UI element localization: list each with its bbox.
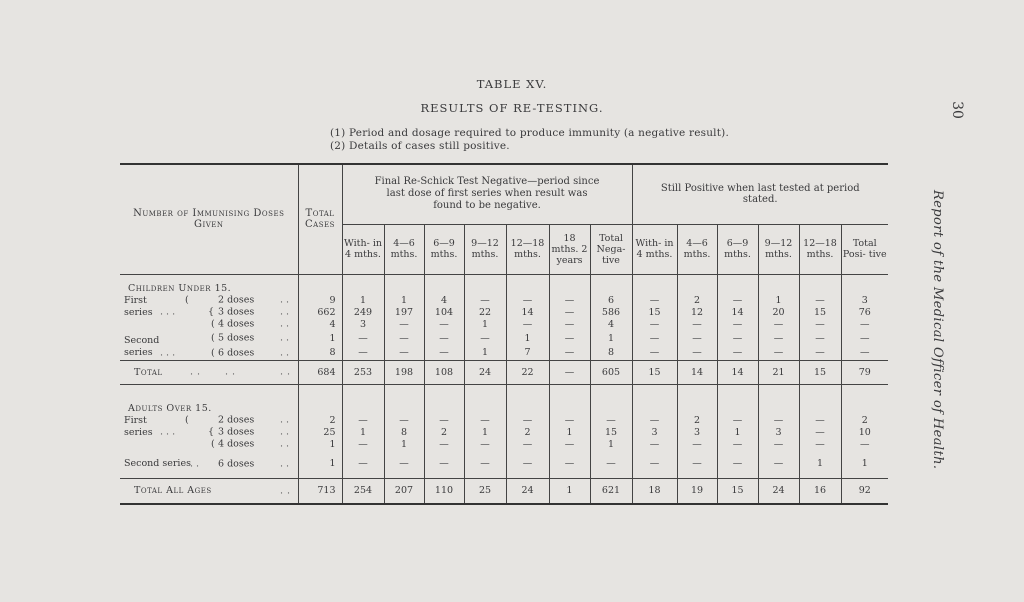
cell-pos-6-9: 14: [717, 360, 758, 384]
cell-pos-9-12: —: [758, 330, 799, 346]
col-head-doses: Number of Immunising Doses Given: [120, 164, 298, 274]
cell-neg-within-4: —: [342, 346, 384, 360]
row-label-part: (: [211, 438, 215, 450]
cell-neg-9-12: —: [464, 450, 506, 478]
row-label-part: 3 doses: [218, 426, 255, 438]
cell-total-cases: 1: [298, 438, 342, 450]
cell-pos-total: 76: [841, 306, 888, 318]
row-label-part: . .: [280, 306, 290, 318]
cell-neg-9-12: —: [464, 330, 506, 346]
cell-pos-4-6: —: [677, 450, 717, 478]
cell-pos-6-9: —: [717, 294, 758, 306]
row-label-part: . .: [190, 366, 201, 378]
cell-neg-within-4: 3: [342, 318, 384, 330]
table-row: series . . . { 3 doses . . 25 1 8 2 1 2 1 15 3 3 1 3 — 10: [120, 426, 888, 438]
cell-pos-9-12: —: [758, 346, 799, 360]
table-row: Second ( 5 doses . . 1 — — — — 1 — 1 — — — — — —: [120, 330, 888, 346]
cell-neg-total: —: [590, 450, 632, 478]
neg-col-total: Total Nega- tive: [590, 224, 632, 274]
cell-neg-9-12: 22: [464, 306, 506, 318]
cell-pos-4-6: —: [677, 330, 717, 346]
cell-pos-9-12: 20: [758, 306, 799, 318]
cell-neg-total: 6: [590, 294, 632, 306]
cell-total-cases: 9: [298, 294, 342, 306]
cell-pos-within-4: —: [632, 330, 677, 346]
cell-neg-18-24: —: [549, 360, 590, 384]
cell-neg-4-6: 1: [384, 438, 424, 450]
cell-pos-12-18: —: [799, 426, 841, 438]
col-group-negative: Final Re-Schick Test Negative—period since last dose of first series when result was found to be negative.: [342, 164, 632, 224]
col-head-total-cases: Total Cases: [298, 164, 342, 274]
cell-neg-6-9: —: [424, 330, 464, 346]
cell-pos-12-18: —: [799, 346, 841, 360]
table-row-total: Total . . . . . . 684 253 198 108 24 22 — 605 15 14 14 21 15 79: [120, 360, 888, 384]
cell-neg-total: 1: [590, 438, 632, 450]
row-label-part: {: [208, 426, 215, 438]
cell-pos-12-18: —: [799, 414, 841, 426]
pos-col-4-6: 4—6 mths.: [677, 224, 717, 274]
cell-pos-total: 92: [841, 478, 888, 504]
cell-neg-9-12: —: [464, 294, 506, 306]
neg-col-within-4: With- in 4 mths.: [342, 224, 384, 274]
neg-col-12-18: 12—18 mths.: [506, 224, 549, 274]
cell-neg-within-4: 249: [342, 306, 384, 318]
cell-neg-4-6: —: [384, 346, 424, 360]
cell-neg-12-18: —: [506, 294, 549, 306]
cell-neg-6-9: —: [424, 318, 464, 330]
cell-pos-total: —: [841, 318, 888, 330]
cell-neg-12-18: 7: [506, 346, 549, 360]
cell-neg-6-9: —: [424, 438, 464, 450]
cell-neg-total: 621: [590, 478, 632, 504]
cell-pos-9-12: 3: [758, 426, 799, 438]
cell-neg-within-4: —: [342, 414, 384, 426]
row-label-part: 4 doses: [218, 318, 255, 330]
cell-total-cases: 662: [298, 306, 342, 318]
cell-pos-6-9: —: [717, 438, 758, 450]
cell-neg-within-4: 254: [342, 478, 384, 504]
cell-pos-total: —: [841, 330, 888, 346]
cell-neg-total: 4: [590, 318, 632, 330]
cell-pos-6-9: —: [717, 346, 758, 360]
cell-neg-6-9: —: [424, 346, 464, 360]
cell-pos-4-6: 19: [677, 478, 717, 504]
cell-total-cases: 1: [298, 330, 342, 346]
pos-col-within-4: With- in 4 mths.: [632, 224, 677, 274]
cell-neg-total: 605: [590, 360, 632, 384]
cell-neg-4-6: 198: [384, 360, 424, 384]
neg-col-18-24: 18 mths. 2 years: [549, 224, 590, 274]
cell-neg-12-18: —: [506, 450, 549, 478]
row-label-part: . .: [225, 366, 236, 378]
cell-neg-4-6: —: [384, 414, 424, 426]
cell-pos-4-6: —: [677, 346, 717, 360]
row-label-part: . .: [280, 438, 290, 450]
cell-pos-6-9: —: [717, 450, 758, 478]
section-children: Children Under 15.: [128, 283, 232, 294]
pos-col-6-9: 6—9 mths.: [717, 224, 758, 274]
row-label-part: . .: [280, 366, 291, 378]
cell-pos-9-12: —: [758, 414, 799, 426]
cell-neg-6-9: 4: [424, 294, 464, 306]
cell-pos-4-6: —: [677, 318, 717, 330]
cell-pos-6-9: 1: [717, 426, 758, 438]
cell-neg-6-9: 2: [424, 426, 464, 438]
cell-pos-total: 10: [841, 426, 888, 438]
cell-neg-9-12: 25: [464, 478, 506, 504]
results-table: [120, 163, 888, 505]
row-label-part: (: [211, 347, 215, 359]
row-label-part: (: [211, 332, 215, 344]
cell-neg-within-4: —: [342, 438, 384, 450]
row-label-part: . .: [280, 485, 291, 497]
row-label-part: . .: [280, 332, 290, 344]
row-label-part: 4 doses: [218, 438, 255, 450]
cell-neg-within-4: —: [342, 450, 384, 478]
cell-neg-4-6: —: [384, 450, 424, 478]
cell-pos-6-9: —: [717, 414, 758, 426]
cell-neg-9-12: 1: [464, 346, 506, 360]
cell-pos-within-4: 18: [632, 478, 677, 504]
cell-neg-4-6: —: [384, 330, 424, 346]
cell-neg-18-24: —: [549, 294, 590, 306]
cell-pos-total: 1: [841, 450, 888, 478]
cell-neg-6-9: 108: [424, 360, 464, 384]
cell-total-cases: 8: [298, 346, 342, 360]
row-label-part: . . .: [160, 306, 176, 318]
row-label-part: . .: [280, 458, 290, 470]
cell-neg-6-9: 110: [424, 478, 464, 504]
cell-pos-6-9: —: [717, 330, 758, 346]
row-label-part: . . .: [160, 426, 176, 438]
cell-total-cases: 4: [298, 318, 342, 330]
cell-neg-12-18: 22: [506, 360, 549, 384]
cell-pos-within-4: —: [632, 438, 677, 450]
cell-neg-total: —: [590, 414, 632, 426]
cell-neg-18-24: —: [549, 438, 590, 450]
cell-neg-12-18: —: [506, 438, 549, 450]
cell-pos-6-9: 14: [717, 306, 758, 318]
row-label-part: 3 doses: [218, 306, 255, 318]
cell-neg-within-4: —: [342, 330, 384, 346]
cell-neg-9-12: —: [464, 414, 506, 426]
cell-pos-within-4: —: [632, 414, 677, 426]
cell-pos-4-6: —: [677, 438, 717, 450]
table-row: Second series . . 6 doses . . 1 — — — — — — — — — — — 1 1: [120, 450, 888, 478]
row-label-part: . .: [280, 347, 290, 359]
cell-pos-12-18: 1: [799, 450, 841, 478]
cell-pos-6-9: 15: [717, 478, 758, 504]
row-label-part: (: [185, 414, 189, 426]
col-group-positive: Still Positive when last tested at period stated.: [632, 164, 888, 224]
cell-neg-9-12: 1: [464, 318, 506, 330]
cell-neg-18-24: —: [549, 330, 590, 346]
table-subtitle: RESULTS OF RE-TESTING.: [420, 101, 604, 115]
cell-pos-4-6: 12: [677, 306, 717, 318]
row-label-part: . .: [280, 414, 290, 426]
pos-col-total: Total Posi- tive: [841, 224, 888, 274]
row-label-part: . .: [280, 318, 290, 330]
cell-neg-12-18: —: [506, 414, 549, 426]
cell-neg-12-18: —: [506, 318, 549, 330]
page-number: 30: [949, 101, 966, 119]
note-2: (2) Details of cases still positive.: [330, 140, 510, 152]
cell-pos-within-4: 15: [632, 306, 677, 318]
cell-pos-9-12: 1: [758, 294, 799, 306]
cell-neg-12-18: 24: [506, 478, 549, 504]
cell-neg-18-24: —: [549, 450, 590, 478]
cell-neg-9-12: 24: [464, 360, 506, 384]
table-row: series . . . ( 6 doses . . 8 — — — 1 7 — 8 — — — — — —: [120, 346, 888, 360]
cell-pos-12-18: 15: [799, 306, 841, 318]
cell-pos-within-4: 15: [632, 360, 677, 384]
cell-pos-total: —: [841, 438, 888, 450]
cell-pos-4-6: 3: [677, 426, 717, 438]
cell-pos-total: 2: [841, 414, 888, 426]
cell-neg-total: 586: [590, 306, 632, 318]
cell-pos-12-18: —: [799, 318, 841, 330]
table-row: First ( 2 doses . . 9 1 1 4 — — — 6 — 2 — 1 — 3: [120, 294, 888, 306]
cell-neg-within-4: 1: [342, 294, 384, 306]
cell-pos-within-4: —: [632, 346, 677, 360]
cell-neg-total: 8: [590, 346, 632, 360]
row-label-part: {: [208, 306, 215, 318]
cell-neg-total: 15: [590, 426, 632, 438]
section-adults: Adults Over 15.: [120, 384, 298, 414]
cell-neg-18-24: —: [549, 306, 590, 318]
table-row: First ( 2 doses . . 2 — — — — — — — — 2 — — — 2: [120, 414, 888, 426]
cell-pos-within-4: —: [632, 318, 677, 330]
cell-total-cases: 1: [298, 450, 342, 478]
row-label-part: 6 doses: [218, 458, 255, 470]
cell-pos-within-4: —: [632, 450, 677, 478]
cell-neg-18-24: 1: [549, 426, 590, 438]
row-label-part: . .: [280, 294, 290, 306]
pos-col-12-18: 12—18 mths.: [799, 224, 841, 274]
cell-neg-within-4: 1: [342, 426, 384, 438]
row-label-part: 2 doses: [218, 414, 255, 426]
row-label-part: 6 doses: [218, 347, 255, 359]
cell-neg-9-12: —: [464, 438, 506, 450]
cell-neg-12-18: 14: [506, 306, 549, 318]
cell-neg-12-18: 2: [506, 426, 549, 438]
row-label-part: (: [211, 318, 215, 330]
cell-pos-12-18: 15: [799, 360, 841, 384]
cell-neg-18-24: —: [549, 318, 590, 330]
cell-neg-18-24: —: [549, 414, 590, 426]
cell-pos-4-6: 2: [677, 414, 717, 426]
cell-neg-12-18: 1: [506, 330, 549, 346]
row-label-part: (: [185, 294, 189, 306]
cell-pos-12-18: —: [799, 330, 841, 346]
cell-pos-within-4: —: [632, 294, 677, 306]
table-title: TABLE XV.: [476, 77, 548, 91]
table-row: [120, 438, 888, 450]
cell-total-cases: 2: [298, 414, 342, 426]
cell-pos-9-12: —: [758, 450, 799, 478]
cell-pos-within-4: 3: [632, 426, 677, 438]
table-row: series . . . { 3 doses . . 662 249 197 104 22 14 — 586 15 12 14 20 15 76: [120, 306, 888, 318]
cell-neg-total: 1: [590, 330, 632, 346]
row-label-part: . .: [280, 426, 290, 438]
cell-neg-6-9: 104: [424, 306, 464, 318]
cell-pos-9-12: 21: [758, 360, 799, 384]
cell-pos-9-12: 24: [758, 478, 799, 504]
cell-pos-4-6: 2: [677, 294, 717, 306]
cell-pos-12-18: 16: [799, 478, 841, 504]
cell-pos-9-12: —: [758, 318, 799, 330]
cell-pos-9-12: —: [758, 438, 799, 450]
row-label-part: 5 doses: [218, 332, 255, 344]
cell-total-cases: 25: [298, 426, 342, 438]
note-1: (1) Period and dosage required to produce immunity (a negative result).: [330, 127, 729, 139]
row-label-part: 2 doses: [218, 294, 255, 306]
neg-col-4-6: 4—6 mths.: [384, 224, 424, 274]
pos-col-9-12: 9—12 mths.: [758, 224, 799, 274]
cell-pos-12-18: —: [799, 438, 841, 450]
cell-neg-4-6: 207: [384, 478, 424, 504]
cell-pos-total: —: [841, 346, 888, 360]
cell-pos-12-18: —: [799, 294, 841, 306]
table-row-total-all: Total All Ages . . 713 254 207 110 25 24 1 621 18 19 15 24 16 92: [120, 478, 888, 504]
cell-neg-4-6: 197: [384, 306, 424, 318]
running-head: Report of the Medical Officer of Health.: [930, 190, 945, 470]
table-row: [120, 318, 888, 330]
row-label-part: . .: [190, 458, 200, 470]
cell-total-cases: 713: [298, 478, 342, 504]
row-label-part: . . .: [160, 347, 176, 359]
neg-col-9-12: 9—12 mths.: [464, 224, 506, 274]
cell-neg-6-9: —: [424, 450, 464, 478]
cell-pos-total: 79: [841, 360, 888, 384]
cell-total-cases: 684: [298, 360, 342, 384]
cell-neg-4-6: 1: [384, 294, 424, 306]
cell-neg-4-6: 8: [384, 426, 424, 438]
cell-pos-total: 3: [841, 294, 888, 306]
cell-neg-within-4: 253: [342, 360, 384, 384]
cell-neg-18-24: —: [549, 346, 590, 360]
cell-neg-18-24: 1: [549, 478, 590, 504]
cell-pos-6-9: —: [717, 318, 758, 330]
cell-neg-9-12: 1: [464, 426, 506, 438]
neg-col-6-9: 6—9 mths.: [424, 224, 464, 274]
cell-neg-6-9: —: [424, 414, 464, 426]
cell-pos-4-6: 14: [677, 360, 717, 384]
cell-neg-4-6: —: [384, 318, 424, 330]
